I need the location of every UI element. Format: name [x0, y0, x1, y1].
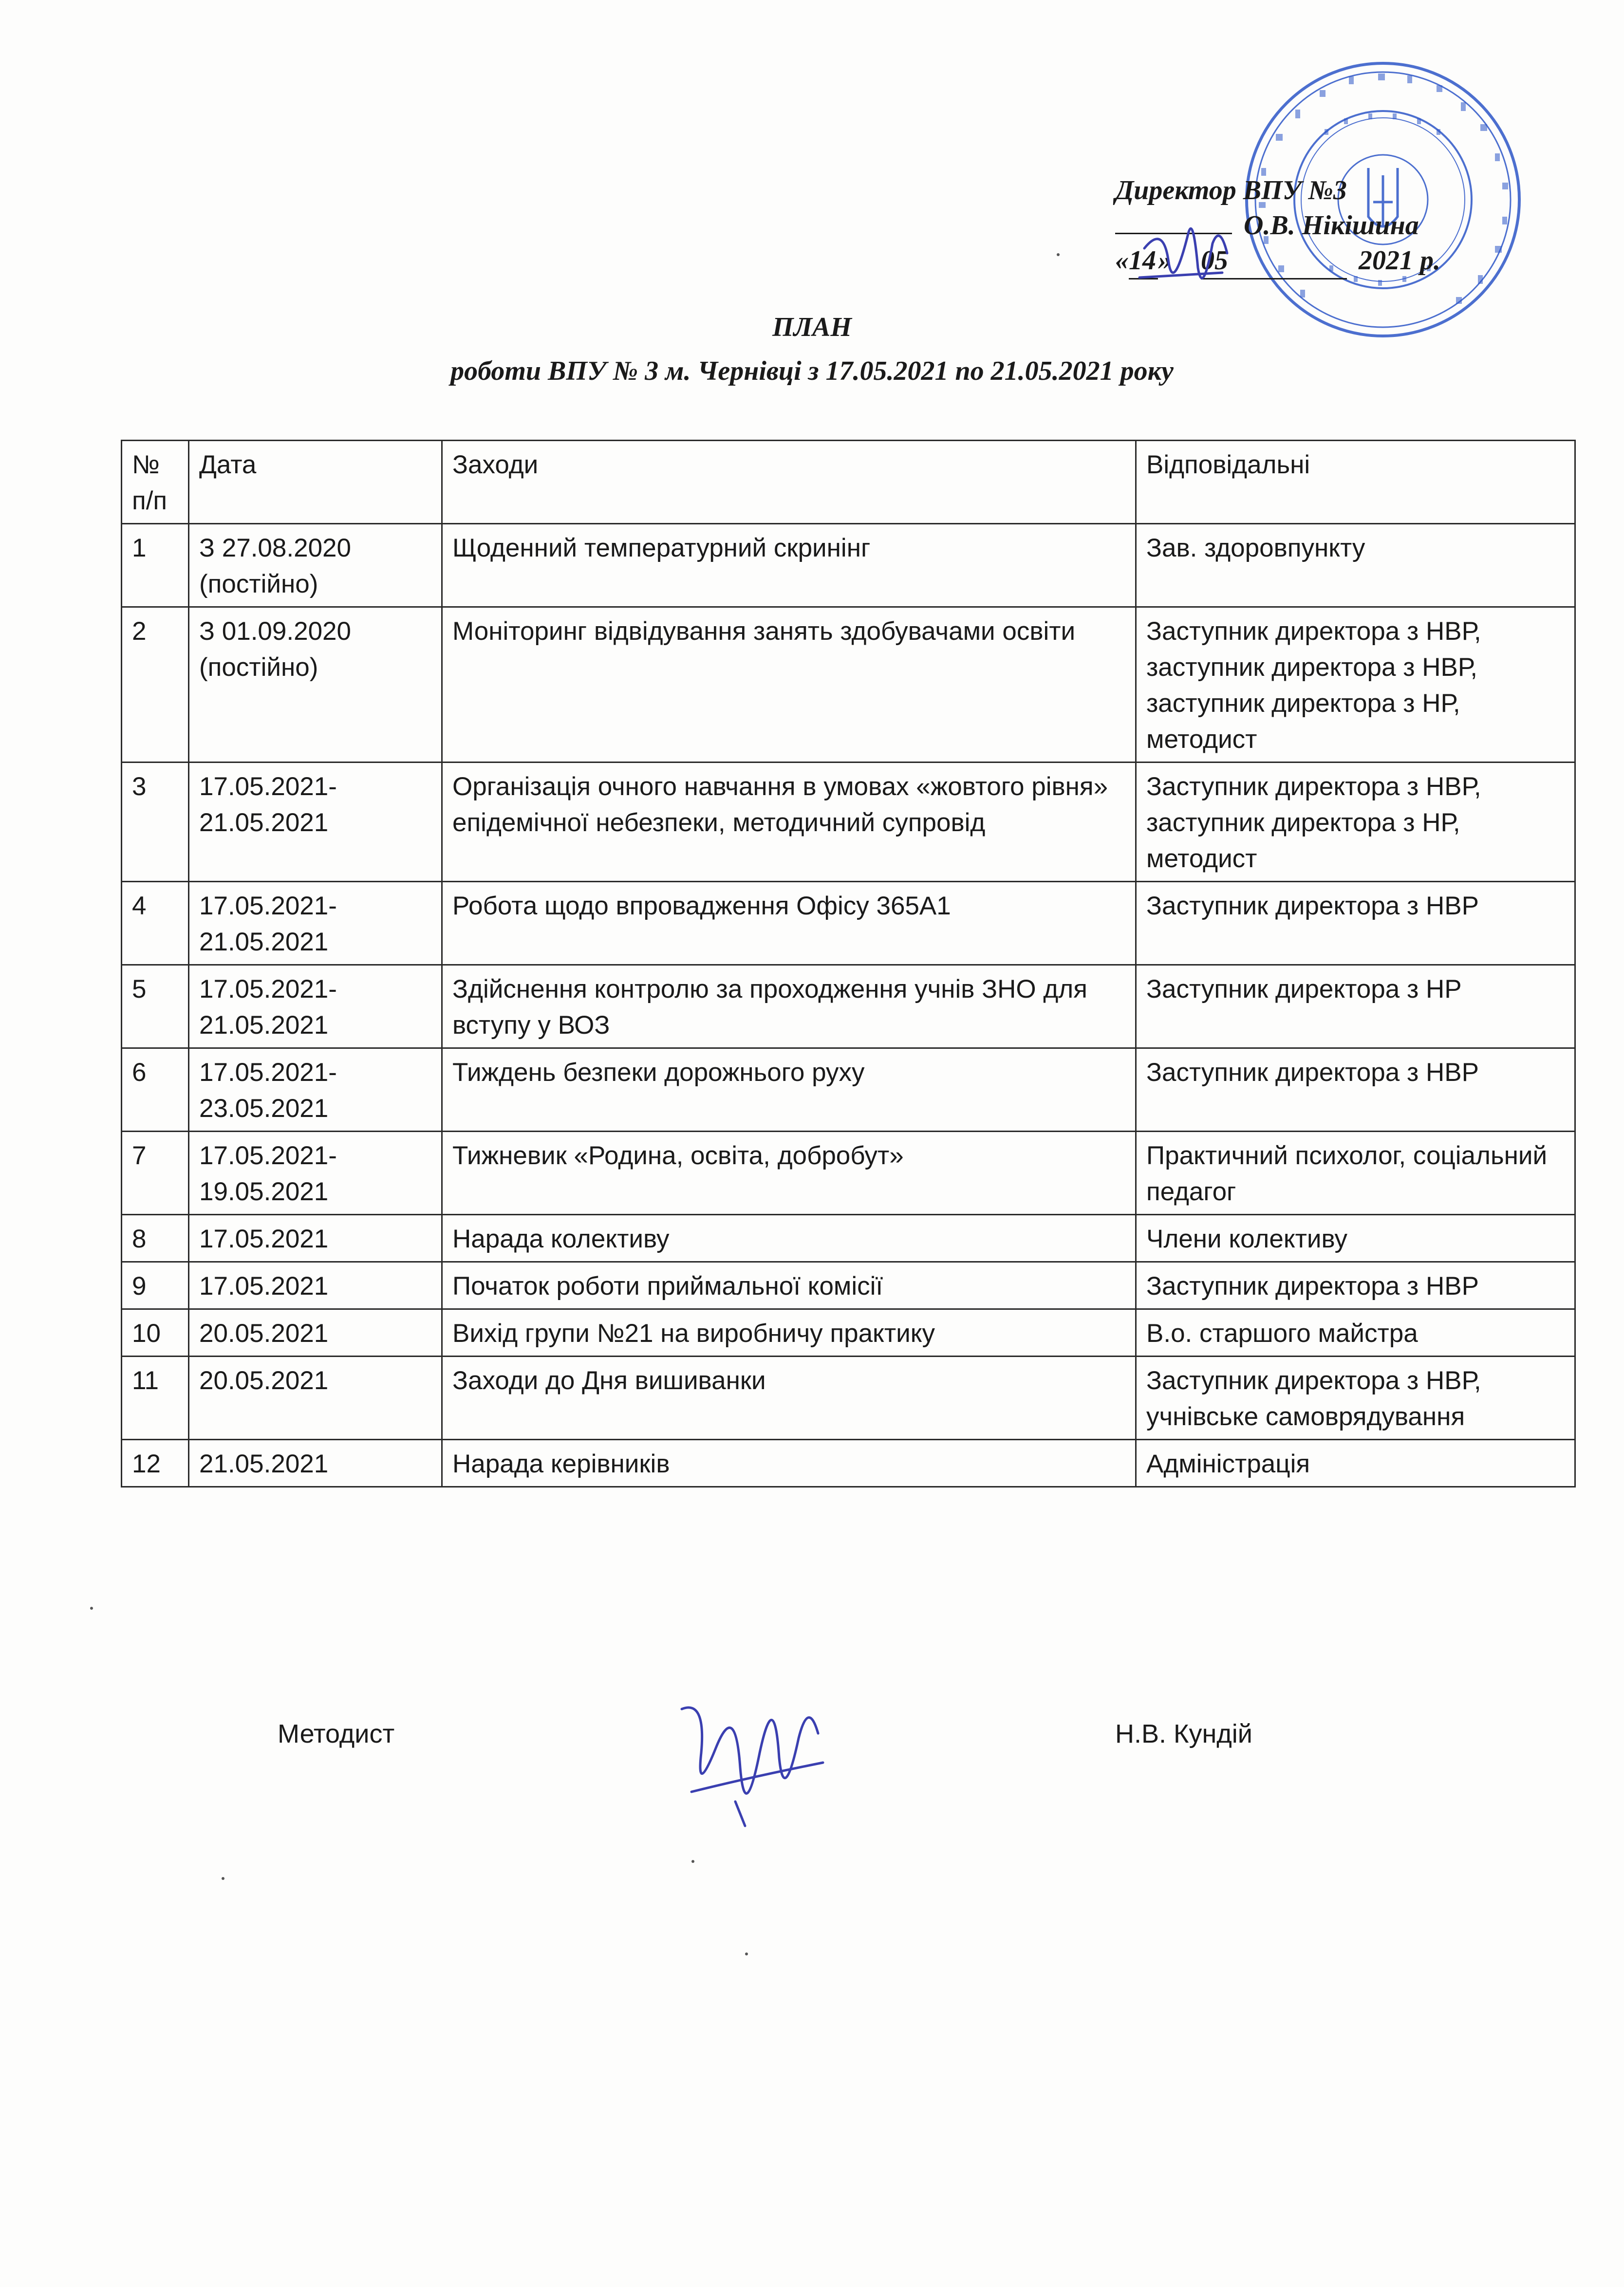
row-responsible: Заступник директора з НР — [1136, 965, 1575, 1048]
director-signature — [1135, 205, 1232, 312]
scan-speck — [745, 1952, 748, 1955]
table-row — [122, 1309, 1575, 1357]
row-number: 5 — [122, 965, 189, 1048]
row-date: 17.05.2021 — [189, 1215, 442, 1262]
row-activity: Моніторинг відвідування занять здобувачами освіти — [442, 607, 1136, 762]
header-number: № п/п — [122, 441, 189, 524]
scan-speck — [222, 1877, 224, 1880]
scan-speck — [1057, 253, 1060, 256]
page-subtitle: роботи ВПУ № 3 м. Чернівці з 17.05.2021 по 21.05.2021 року — [450, 356, 1174, 386]
row-responsible: Заступник директора з НВР — [1136, 1048, 1575, 1132]
table-row — [122, 762, 1575, 882]
row-date: 20.05.2021 — [189, 1309, 442, 1357]
row-number: 9 — [122, 1262, 189, 1309]
row-activity: Заходи до Дня вишиванки — [442, 1357, 1136, 1440]
table-row — [122, 965, 1575, 1048]
row-activity: Вихід групи №21 на виробничу практику — [442, 1309, 1136, 1357]
row-date: 17.05.2021-21.05.2021 — [189, 762, 442, 882]
table-row — [122, 1357, 1575, 1440]
row-responsible: Адміністрація — [1136, 1440, 1575, 1487]
row-activity: Щоденний температурний скринінг — [442, 524, 1136, 607]
row-activity: Здійснення контролю за проходження учнів ЗНО для вступу у ВОЗ — [442, 965, 1136, 1048]
page-title: ПЛАН — [772, 312, 852, 342]
row-number: 10 — [122, 1309, 189, 1357]
row-date: 17.05.2021-23.05.2021 — [189, 1048, 442, 1132]
row-activity: Нарада колективу — [442, 1215, 1136, 1262]
row-date: 17.05.2021-21.05.2021 — [189, 882, 442, 965]
table-row — [122, 1132, 1575, 1215]
methodist-signature — [662, 1680, 838, 1841]
row-responsible: Заступник директора з НВР, заступник директора з НР, методист — [1136, 762, 1575, 882]
approval-day: 14 — [1129, 243, 1158, 279]
row-number: 4 — [122, 882, 189, 965]
plan-table — [121, 440, 1576, 1487]
row-activity: Початок роботи приймальної комісії — [442, 1262, 1136, 1309]
table-row — [122, 1048, 1575, 1132]
row-date: 21.05.2021 — [189, 1440, 442, 1487]
table-row — [122, 607, 1575, 762]
row-date: 20.05.2021 — [189, 1357, 442, 1440]
row-activity: Нарада керівників — [442, 1440, 1136, 1487]
approval-year: 2021 р. — [1359, 245, 1440, 276]
row-responsible: В.о. старшого майстра — [1136, 1309, 1575, 1357]
row-date: 17.05.2021-21.05.2021 — [189, 965, 442, 1048]
scan-speck — [90, 1607, 93, 1610]
row-number: 7 — [122, 1132, 189, 1215]
row-date: З 01.09.2020 (постійно) — [189, 607, 442, 762]
row-date: З 27.08.2020 (постійно) — [189, 524, 442, 607]
row-responsible: Заступник директора з НВР — [1136, 882, 1575, 965]
row-responsible: Заступник директора з НВР, заступник директора з НВР, заступник директора з НР, методист — [1136, 607, 1575, 762]
row-responsible: Заступник директора з НВР, учнівське самоврядування — [1136, 1357, 1575, 1440]
footer-position: Методист — [278, 1719, 395, 1748]
approval-title: Директор ВПУ №3 — [1115, 175, 1347, 205]
table-header-row — [122, 441, 1575, 524]
row-number: 2 — [122, 607, 189, 762]
scan-speck — [691, 1860, 694, 1863]
row-number: 1 — [122, 524, 189, 607]
row-number: 3 — [122, 762, 189, 882]
table-row — [122, 1262, 1575, 1309]
row-date: 17.05.2021-19.05.2021 — [189, 1132, 442, 1215]
footer-name: Н.В. Кундій — [1115, 1719, 1252, 1748]
table-row — [122, 1215, 1575, 1262]
row-number: 11 — [122, 1357, 189, 1440]
director-name: О.В. Нікішина — [1244, 210, 1419, 241]
row-number: 6 — [122, 1048, 189, 1132]
row-activity: Робота щодо впровадження Офісу 365А1 — [442, 882, 1136, 965]
row-responsible: Члени колективу — [1136, 1215, 1575, 1262]
approval-month: 05 — [1201, 243, 1347, 279]
row-activity: Тиждень безпеки дорожнього руху — [442, 1048, 1136, 1132]
row-responsible: Зав. здоровпункту — [1136, 524, 1575, 607]
row-number: 8 — [122, 1215, 189, 1262]
header-responsible: Відповідальні — [1136, 441, 1575, 524]
row-responsible: Заступник директора з НВР — [1136, 1262, 1575, 1309]
approval-date-line: «14» 05 2021 р. — [1115, 243, 1519, 279]
row-number: 12 — [122, 1440, 189, 1487]
table-row — [122, 1440, 1575, 1487]
table-row — [122, 882, 1575, 965]
row-date: 17.05.2021 — [189, 1262, 442, 1309]
header-activities: Заходи — [442, 441, 1136, 524]
row-responsible: Практичний психолог, соціальний педагог — [1136, 1132, 1575, 1215]
header-date: Дата — [189, 441, 442, 524]
row-activity: Тижневик «Родина, освіта, добробут» — [442, 1132, 1136, 1215]
table-row — [122, 524, 1575, 607]
row-activity: Організація очного навчання в умовах «жовтого рівня» епідемічної небезпеки, методичний супровід — [442, 762, 1136, 882]
